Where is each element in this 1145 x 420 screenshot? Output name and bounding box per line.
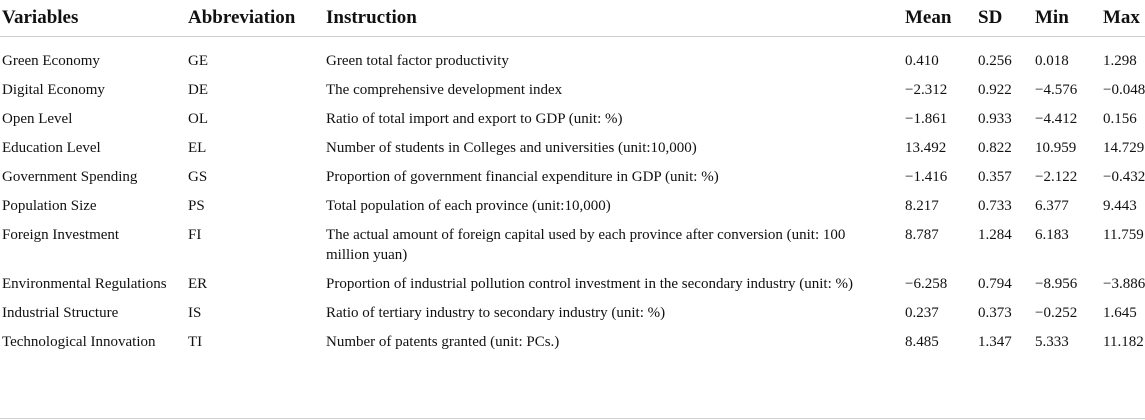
cell-sd: 0.357 xyxy=(978,169,1012,185)
cell-abbreviation: GS xyxy=(188,169,208,185)
cell-max: 11.759 xyxy=(1103,227,1144,243)
cell-max: 9.443 xyxy=(1103,198,1137,214)
cell-abbreviation: GE xyxy=(188,53,208,69)
cell-min: 0.018 xyxy=(1035,53,1069,69)
cell-variable: Industrial Structure xyxy=(2,305,119,321)
cell-abbreviation: IS xyxy=(188,305,202,321)
cell-mean: −2.312 xyxy=(905,82,948,98)
cell-variable: Digital Economy xyxy=(2,82,105,98)
cell-max: −3.886 xyxy=(1103,276,1145,292)
cell-mean: 0.410 xyxy=(905,53,939,69)
cell-max: 14.729 xyxy=(1103,140,1145,156)
cell-sd: 0.794 xyxy=(978,276,1012,292)
cell-min: −4.412 xyxy=(1035,111,1078,127)
cell-abbreviation: DE xyxy=(188,82,208,98)
cell-min: −4.576 xyxy=(1035,82,1078,98)
table-row xyxy=(0,104,1145,133)
header-sd: SD xyxy=(978,7,1003,28)
header-instruction: Instruction xyxy=(326,7,417,28)
table-bottom-rule xyxy=(0,418,1145,419)
cell-mean: −1.861 xyxy=(905,111,948,127)
cell-min: −8.956 xyxy=(1035,276,1078,292)
cell-sd: 0.933 xyxy=(978,111,1012,127)
cell-mean: 13.492 xyxy=(905,140,947,156)
header-min: Min xyxy=(1035,7,1069,28)
cell-min: 6.377 xyxy=(1035,198,1069,214)
table-row xyxy=(0,220,1145,269)
cell-instruction: Total population of each province (unit:10,000) xyxy=(326,198,611,214)
cell-abbreviation: OL xyxy=(188,111,208,127)
cell-max: 0.156 xyxy=(1103,111,1137,127)
cell-mean: 0.237 xyxy=(905,305,939,321)
table-body xyxy=(0,37,1145,357)
cell-instruction: The actual amount of foreign capital used by each province after conversion (unit: 100 million yuan) xyxy=(326,227,846,263)
cell-sd: 0.922 xyxy=(978,82,1012,98)
cell-max: 1.645 xyxy=(1103,305,1137,321)
cell-max: −0.048 xyxy=(1103,82,1145,98)
cell-min: 5.333 xyxy=(1035,334,1069,350)
cell-variable: Foreign Investment xyxy=(2,227,120,243)
cell-variable: Population Size xyxy=(2,198,97,214)
cell-instruction: Proportion of government financial expenditure in GDP (unit: %) xyxy=(326,169,719,185)
cell-instruction: Proportion of industrial pollution control investment in the secondary industry (unit: %) xyxy=(326,276,854,292)
cell-sd: 0.822 xyxy=(978,140,1012,156)
table-row xyxy=(0,269,1145,298)
cell-sd: 0.733 xyxy=(978,198,1012,214)
cell-min: −0.252 xyxy=(1035,305,1078,321)
cell-abbreviation: ER xyxy=(188,276,208,292)
header-row xyxy=(0,0,1145,37)
table-row xyxy=(0,298,1145,327)
table-row xyxy=(0,191,1145,220)
cell-min: −2.122 xyxy=(1035,169,1078,185)
cell-abbreviation: PS xyxy=(188,198,205,214)
cell-instruction: Green total factor productivity xyxy=(326,53,509,69)
cell-mean: −1.416 xyxy=(905,169,948,185)
cell-variable: Green Economy xyxy=(2,53,100,69)
cell-instruction: Number of students in Colleges and universities (unit:10,000) xyxy=(326,140,697,156)
cell-variable: Education Level xyxy=(2,140,101,156)
table-row xyxy=(0,75,1145,104)
cell-abbreviation: TI xyxy=(188,334,203,350)
cell-min: 10.959 xyxy=(1035,140,1077,156)
cell-max: −0.432 xyxy=(1103,169,1145,185)
cell-sd: 1.347 xyxy=(978,334,1012,350)
cell-sd: 0.256 xyxy=(978,53,1012,69)
cell-instruction: Number of patents granted (unit: PCs.) xyxy=(326,334,560,350)
cell-max: 11.182 xyxy=(1103,334,1144,350)
table-header xyxy=(0,0,1145,37)
table-row xyxy=(0,37,1145,76)
table-row xyxy=(0,162,1145,191)
cell-variable: Government Spending xyxy=(2,169,138,185)
table-row xyxy=(0,133,1145,162)
cell-sd: 0.373 xyxy=(978,305,1012,321)
cell-sd: 1.284 xyxy=(978,227,1012,243)
header-abbreviation: Abbreviation xyxy=(188,7,296,28)
cell-abbreviation: FI xyxy=(188,227,202,243)
cell-mean: 8.217 xyxy=(905,198,939,214)
cell-mean: 8.485 xyxy=(905,334,939,350)
table-row xyxy=(0,327,1145,356)
header-variables: Variables xyxy=(2,7,79,28)
cell-mean: 8.787 xyxy=(905,227,939,243)
cell-instruction: Ratio of total import and export to GDP (unit: %) xyxy=(326,111,623,127)
cell-variable: Technological Innovation xyxy=(2,334,156,350)
header-max: Max xyxy=(1103,7,1140,28)
cell-instruction: The comprehensive development index xyxy=(326,82,563,98)
cell-max: 1.298 xyxy=(1103,53,1137,69)
cell-variable: Open Level xyxy=(2,111,73,127)
header-mean: Mean xyxy=(905,7,952,28)
cell-min: 6.183 xyxy=(1035,227,1069,243)
cell-abbreviation: EL xyxy=(188,140,207,156)
cell-mean: −6.258 xyxy=(905,276,948,292)
cell-instruction: Ratio of tertiary industry to secondary industry (unit: %) xyxy=(326,305,666,321)
cell-variable: Environmental Regulations xyxy=(2,276,167,292)
